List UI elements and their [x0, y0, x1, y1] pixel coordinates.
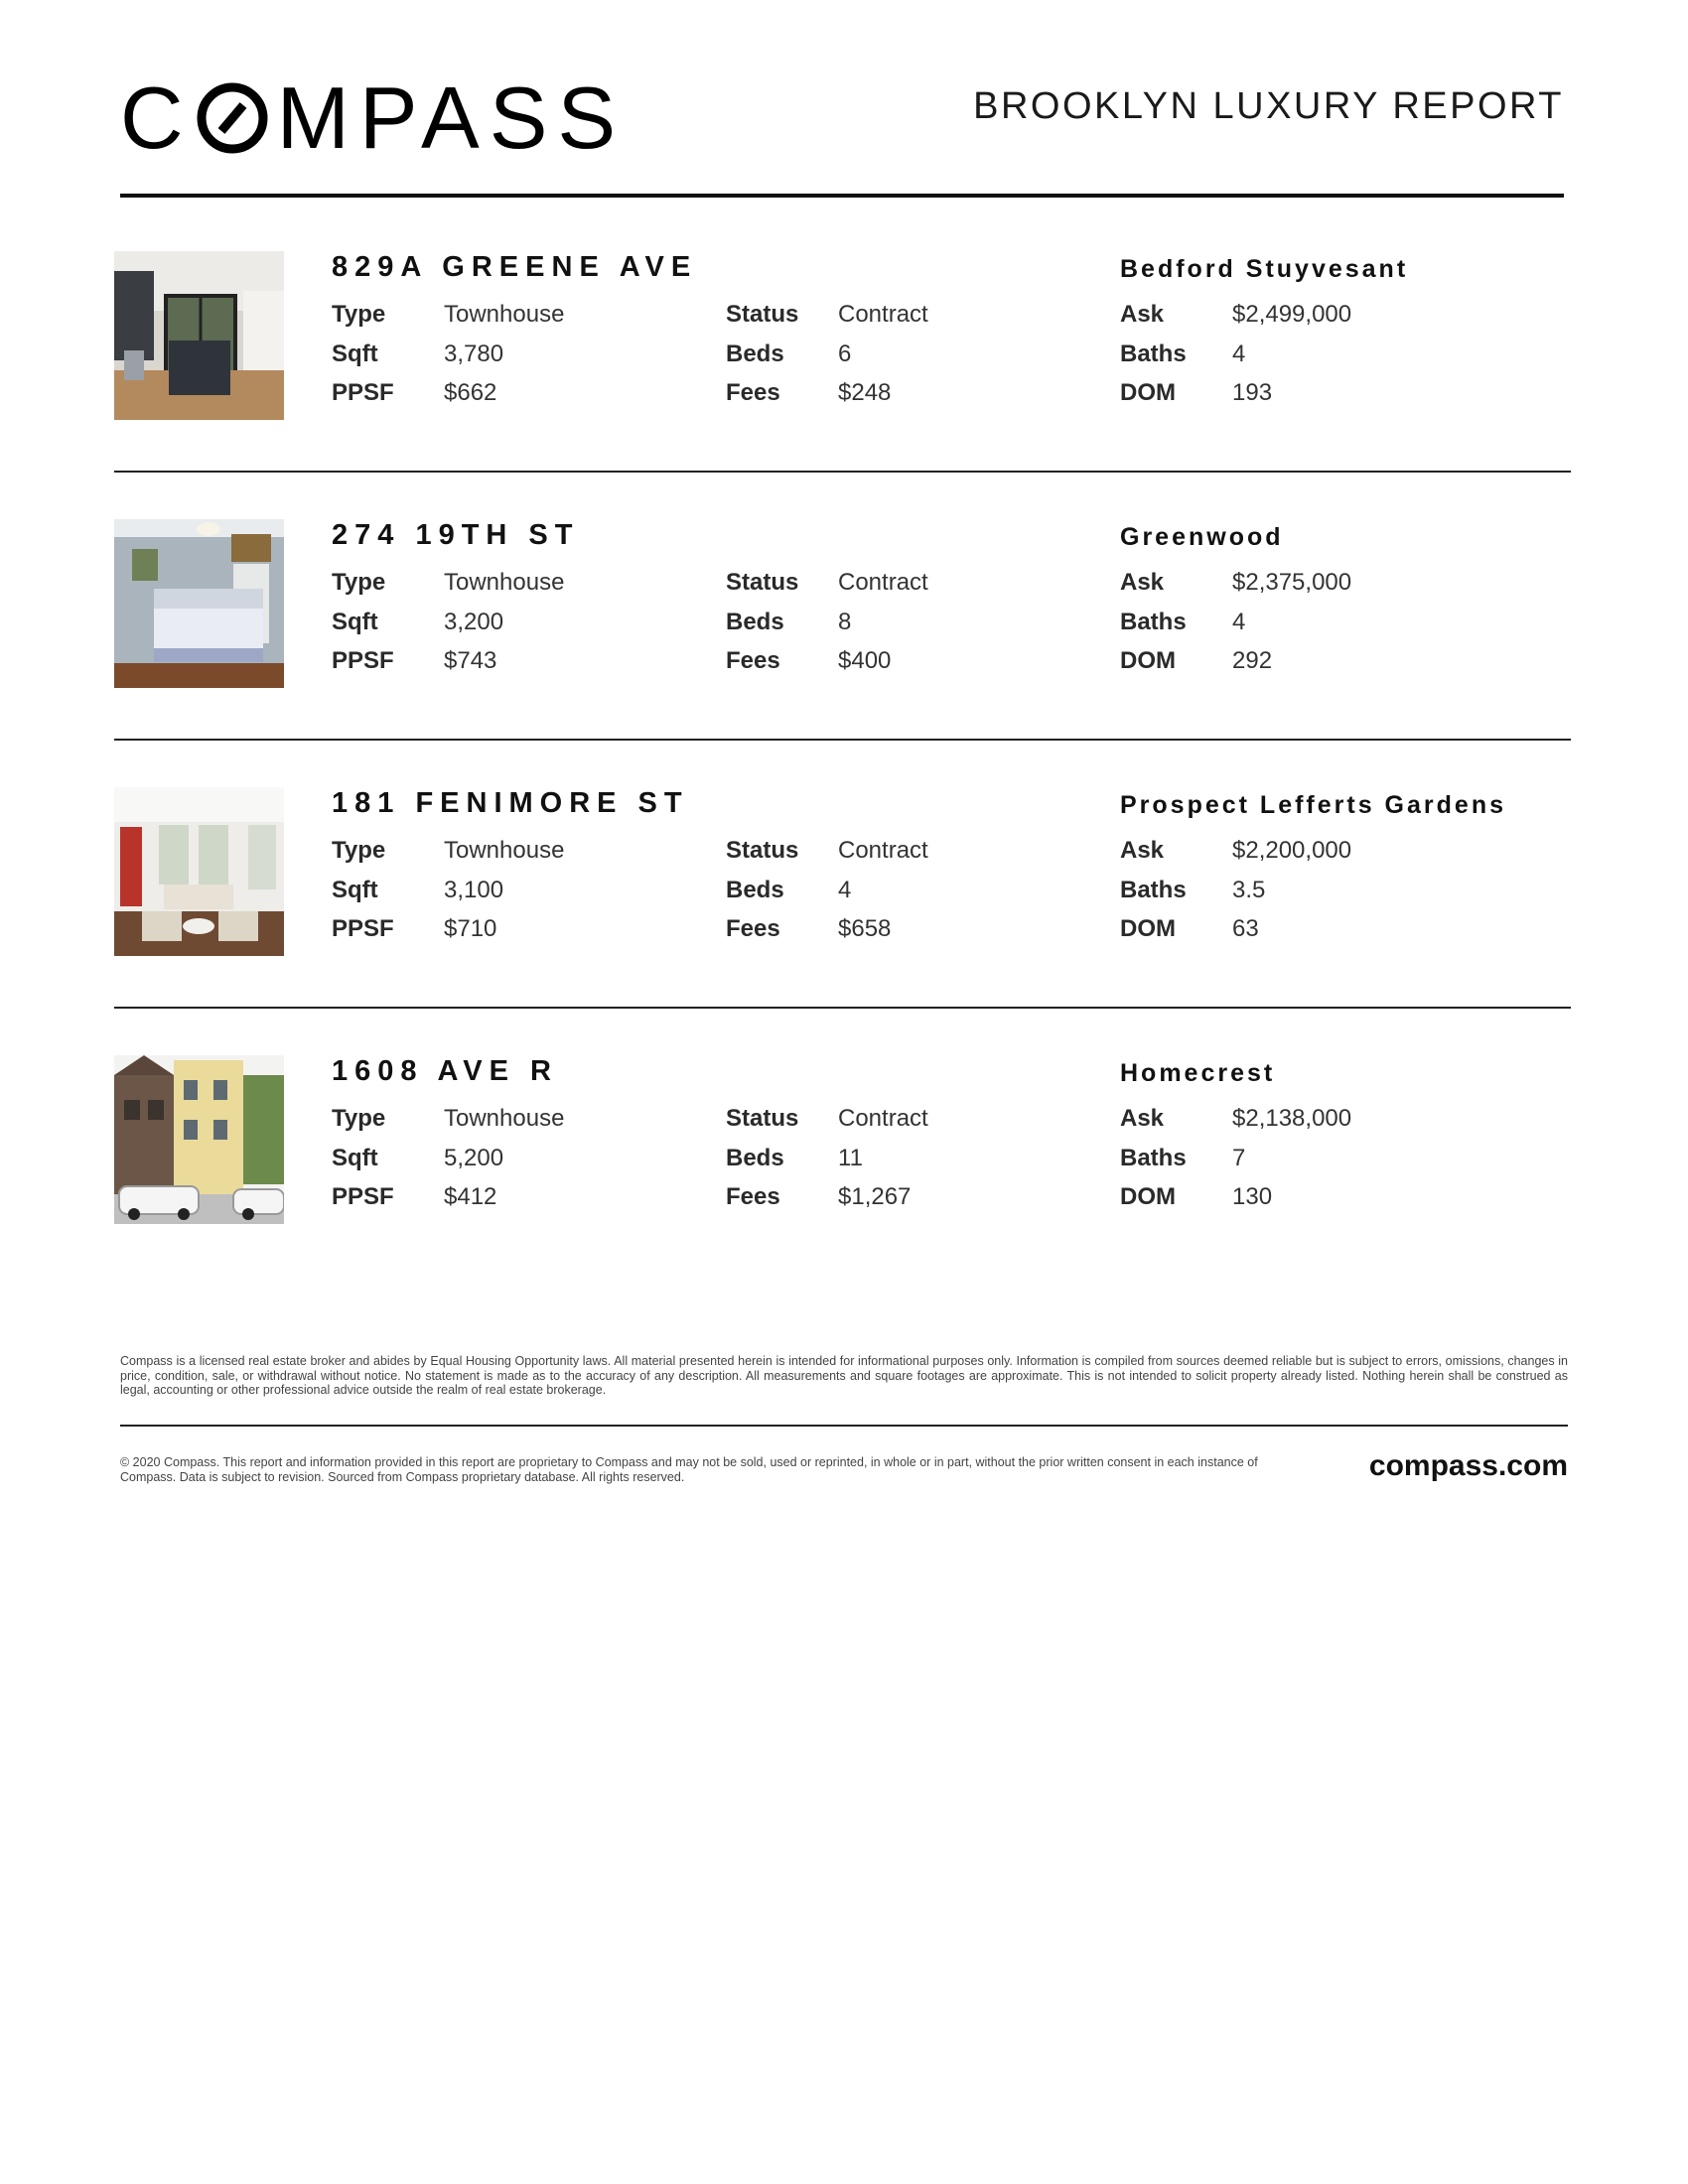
beds-value: 4 — [838, 876, 852, 903]
listing-photo-exterior — [114, 1055, 284, 1224]
ask-label: Ask — [1120, 569, 1165, 596]
listing-divider — [114, 1007, 1571, 1009]
status-value: Contract — [838, 1105, 928, 1132]
ask-value: $2,200,000 — [1232, 837, 1352, 864]
sqft-label: Sqft — [332, 876, 378, 903]
baths-label: Baths — [1120, 340, 1187, 367]
listing-card — [114, 251, 1571, 479]
status-label: Status — [726, 1105, 799, 1132]
listing-address: 181 FENIMORE ST — [332, 787, 689, 819]
baths-label: Baths — [1120, 1144, 1187, 1171]
legal-disclaimer: Compass is a licensed real estate broker and abides by Equal Housing Opportunity laws. All material presented herein is intended for informational purposes only. Information is compiled from sources deemed reliable but is subject to errors, omissions, changes in price, condition, sale, or withdrawal without notice. No statement is made as to the accuracy of any description. All measurements and square footages are approximate. This is not intended to solicit property already listed. Nothing herein shall be construed as legal, accounting or other professional advice outside the realm of real estate brokerage. — [120, 1354, 1568, 1397]
status-label: Status — [726, 569, 799, 596]
ask-value: $2,138,000 — [1232, 1105, 1352, 1132]
listing-photo-living-room — [114, 787, 284, 956]
baths-value: 3.5 — [1232, 876, 1266, 903]
listing-address: 1608 AVE R — [332, 1055, 558, 1087]
ppsf-value: $743 — [444, 647, 497, 674]
compass-o-icon — [196, 81, 269, 155]
listing-divider — [114, 471, 1571, 473]
logo-letters-end: MPASS — [276, 68, 627, 167]
status-value: Contract — [838, 569, 928, 596]
listing-neighborhood: Bedford Stuyvesant — [1120, 255, 1409, 283]
sqft-label: Sqft — [332, 1144, 378, 1171]
type-value: Townhouse — [444, 301, 565, 328]
beds-label: Beds — [726, 876, 784, 903]
status-value: Contract — [838, 837, 928, 864]
listing-photo-kitchen — [114, 251, 284, 420]
compass-logo — [120, 68, 627, 167]
copyright-notice: © 2020 Compass. This report and information provided in this report are proprietary to Compass and may not be sold, used or reprinted, in whole or in part, without the prior written consent in each instance of Compass. Data is subject to revision. Sourced from Compass proprietary database. All rights reserved. — [120, 1455, 1258, 1484]
fees-value: $658 — [838, 915, 892, 942]
ask-value: $2,375,000 — [1232, 569, 1352, 596]
beds-label: Beds — [726, 608, 784, 635]
footer-divider — [120, 1425, 1568, 1427]
ppsf-value: $710 — [444, 915, 497, 942]
ask-label: Ask — [1120, 1105, 1165, 1132]
listing-neighborhood: Homecrest — [1120, 1059, 1276, 1087]
baths-label: Baths — [1120, 876, 1187, 903]
beds-value: 8 — [838, 608, 852, 635]
dom-value: 130 — [1232, 1183, 1273, 1210]
ppsf-label: PPSF — [332, 379, 394, 406]
type-label: Type — [332, 569, 386, 596]
dom-value: 63 — [1232, 915, 1259, 942]
dom-value: 292 — [1232, 647, 1273, 674]
report-header — [120, 68, 1564, 197]
listing-divider — [114, 739, 1571, 741]
type-value: Townhouse — [444, 1105, 565, 1132]
ppsf-value: $662 — [444, 379, 497, 406]
dom-label: DOM — [1120, 379, 1176, 406]
ppsf-label: PPSF — [332, 1183, 394, 1210]
fees-label: Fees — [726, 379, 780, 406]
status-label: Status — [726, 837, 799, 864]
listing-card — [114, 1055, 1571, 1284]
ppsf-value: $412 — [444, 1183, 497, 1210]
listing-card — [114, 519, 1571, 748]
baths-label: Baths — [1120, 608, 1187, 635]
beds-label: Beds — [726, 340, 784, 367]
website-link[interactable]: compass.com — [1368, 1449, 1568, 1482]
logo-letters-start: C — [120, 68, 194, 167]
baths-value: 4 — [1232, 608, 1246, 635]
baths-value: 7 — [1232, 1144, 1246, 1171]
listing-neighborhood: Greenwood — [1120, 523, 1284, 551]
beds-value: 11 — [838, 1144, 863, 1171]
listing-photo-bedroom — [114, 519, 284, 688]
listing-address: 829A GREENE AVE — [332, 251, 698, 283]
sqft-label: Sqft — [332, 608, 378, 635]
report-title: BROOKLYN LUXURY REPORT — [973, 85, 1564, 127]
type-value: Townhouse — [444, 837, 565, 864]
ask-label: Ask — [1120, 301, 1165, 328]
status-value: Contract — [838, 301, 928, 328]
ask-value: $2,499,000 — [1232, 301, 1352, 328]
baths-value: 4 — [1232, 340, 1246, 367]
type-label: Type — [332, 1105, 386, 1132]
fees-label: Fees — [726, 1183, 780, 1210]
sqft-value: 3,200 — [444, 608, 504, 635]
type-label: Type — [332, 837, 386, 864]
type-label: Type — [332, 301, 386, 328]
sqft-value: 5,200 — [444, 1144, 504, 1171]
listing-address: 274 19TH ST — [332, 519, 580, 551]
ppsf-label: PPSF — [332, 915, 394, 942]
sqft-value: 3,100 — [444, 876, 504, 903]
fees-value: $400 — [838, 647, 892, 674]
beds-label: Beds — [726, 1144, 784, 1171]
dom-label: DOM — [1120, 915, 1176, 942]
sqft-value: 3,780 — [444, 340, 504, 367]
fees-label: Fees — [726, 915, 780, 942]
dom-label: DOM — [1120, 1183, 1176, 1210]
type-value: Townhouse — [444, 569, 565, 596]
listing-card — [114, 787, 1571, 1016]
ppsf-label: PPSF — [332, 647, 394, 674]
sqft-label: Sqft — [332, 340, 378, 367]
fees-label: Fees — [726, 647, 780, 674]
ask-label: Ask — [1120, 837, 1165, 864]
fees-value: $248 — [838, 379, 892, 406]
beds-value: 6 — [838, 340, 852, 367]
header-divider — [120, 194, 1564, 198]
dom-label: DOM — [1120, 647, 1176, 674]
fees-value: $1,267 — [838, 1183, 912, 1210]
listing-neighborhood: Prospect Lefferts Gardens — [1120, 791, 1506, 819]
dom-value: 193 — [1232, 379, 1273, 406]
status-label: Status — [726, 301, 799, 328]
